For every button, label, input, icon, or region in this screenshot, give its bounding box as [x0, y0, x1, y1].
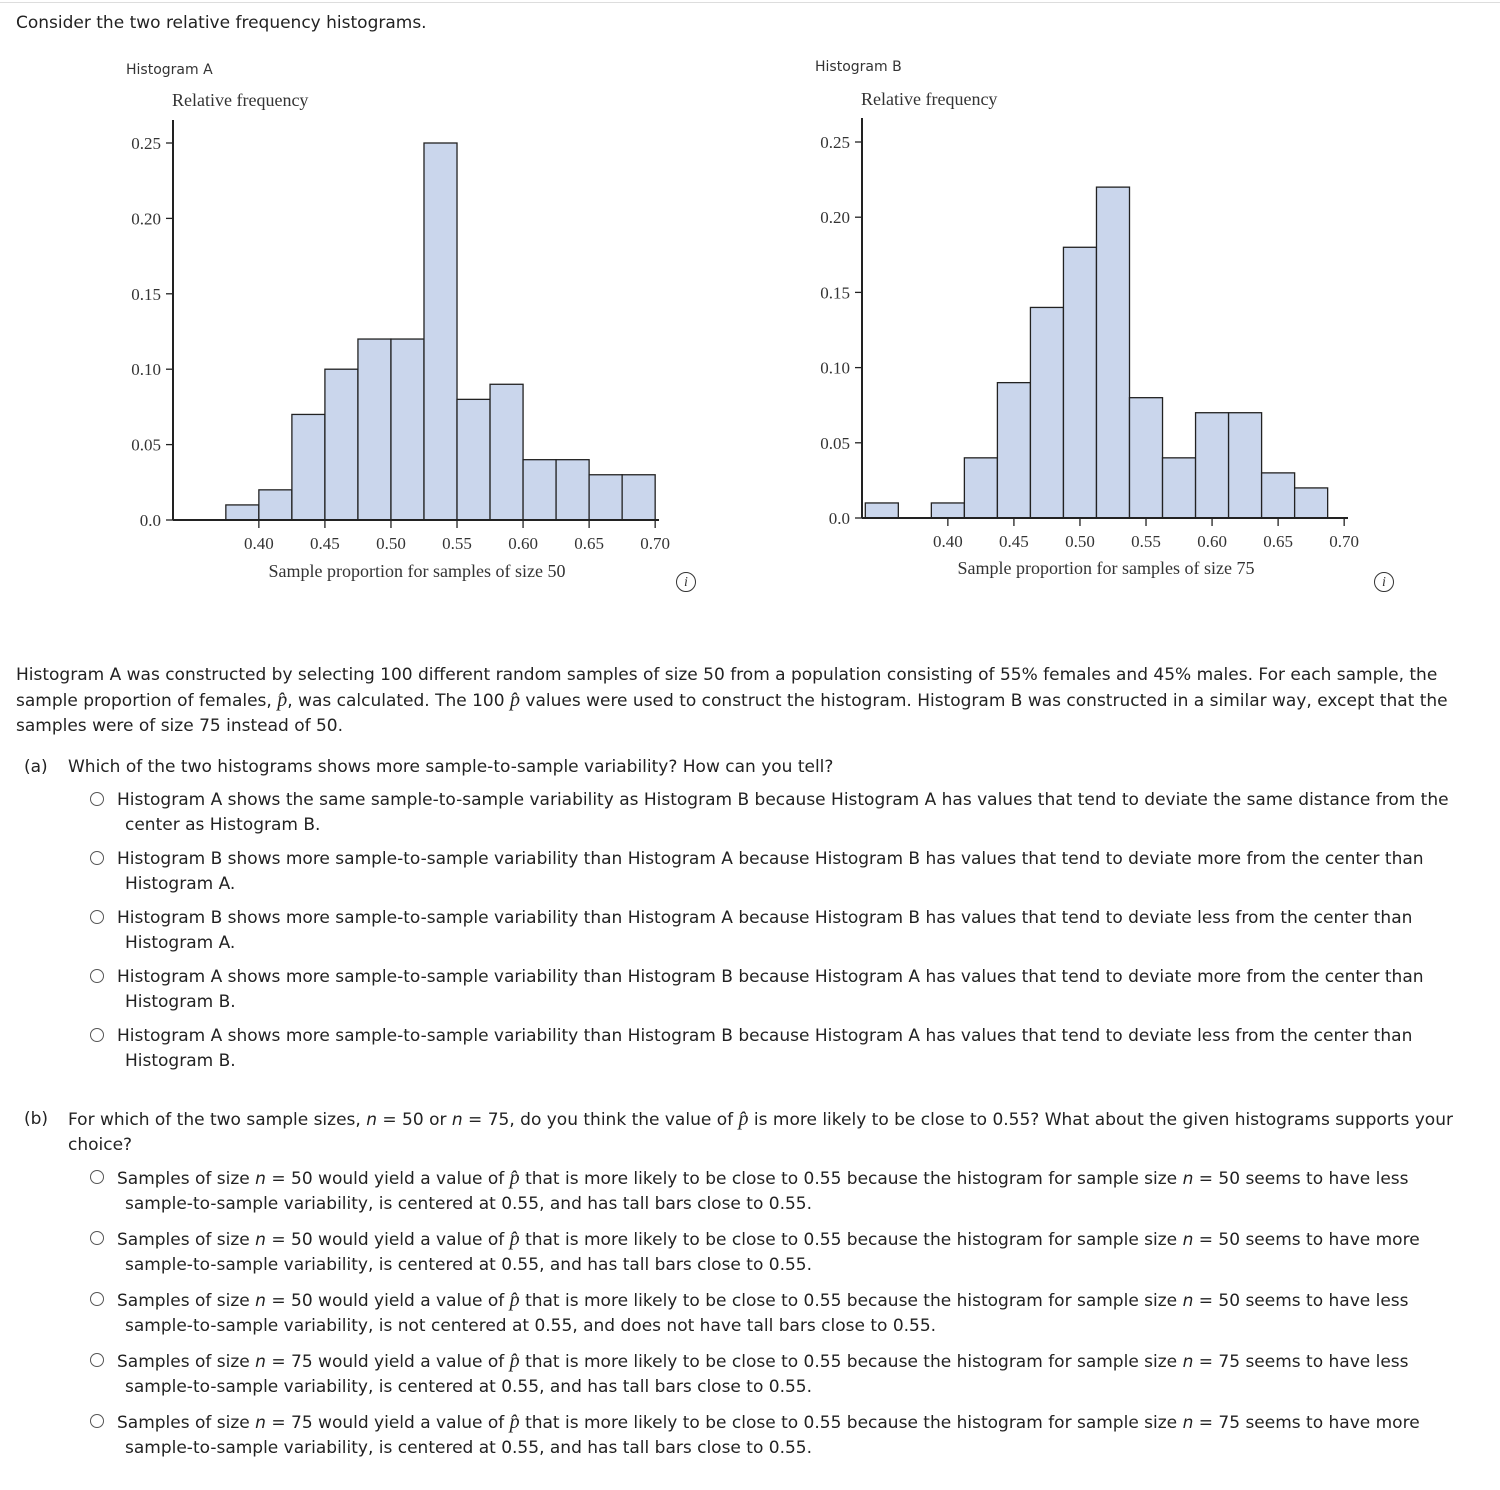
p-hat-symbol: p̂ [277, 689, 288, 711]
part-a-label: (a) [24, 757, 48, 777]
radio-button[interactable] [90, 969, 104, 983]
histogram-a-bar [622, 475, 655, 520]
part-b-option[interactable] [90, 1349, 1485, 1400]
sample-size-value: 50 [291, 1169, 313, 1189]
option-label [117, 1410, 1485, 1461]
histogram-b-y-tick-label: 0.20 [820, 208, 850, 228]
option-text: Samples of size [117, 1230, 256, 1250]
n-variable: n [255, 1291, 266, 1311]
histogram-b-bar [1096, 187, 1129, 518]
histogram-b-bar [865, 503, 898, 518]
p-hat-symbol: p̂ [509, 1289, 520, 1311]
part-a-question-text: Which of the two histograms shows more sample-to-sample variability? How can you tell? [68, 757, 834, 777]
histogram-a-bar [424, 143, 457, 520]
option-text: = [265, 1230, 292, 1250]
histogram-a-x-tick-label: 0.40 [243, 534, 274, 553]
n-variable: n [1182, 1169, 1194, 1189]
histogram-a-x-tick-label: 0.65 [574, 534, 604, 553]
option-label [117, 906, 1485, 956]
histogram-a-bar [556, 460, 589, 520]
n-variable: n [255, 1352, 266, 1372]
n-variable: n [451, 1110, 463, 1130]
option-label [117, 1227, 1485, 1278]
option-text: = [1193, 1291, 1219, 1311]
histogram-b-ylabel: Relative frequency [861, 89, 998, 109]
option-text: Samples of size [117, 1413, 256, 1433]
sample-size-value: 75 [291, 1352, 313, 1372]
n-variable: n [1182, 1352, 1194, 1372]
part-a-option[interactable] [90, 1024, 1485, 1074]
histogram-a-figure [0, 0, 700, 600]
histogram-a-y-tick-label: 0.20 [131, 209, 161, 229]
histogram-b-bar [1229, 413, 1262, 518]
part-b-text-3: = 75, do you think the value of [462, 1110, 739, 1130]
n-variable: n [1182, 1291, 1194, 1311]
part-b-option[interactable] [90, 1288, 1485, 1339]
histogram-b-bar [997, 383, 1030, 518]
p-hat-symbol: p̂ [738, 1108, 749, 1130]
option-line-1: Histogram A shows more sample-to-sample variability than Histogram B because Histogram A has values that tend to deviate less from the center than [117, 1026, 1413, 1046]
part-a-options [90, 788, 1485, 1083]
part-b-option[interactable] [90, 1227, 1485, 1278]
p-hat-symbol: p̂ [509, 1350, 520, 1372]
histogram-b-x-tick-label: 0.65 [1263, 532, 1293, 551]
histogram-a-y-tick-label: 0.25 [131, 134, 161, 153]
option-text: would yield a value of [312, 1230, 510, 1250]
p-hat-symbol: p̂ [509, 1167, 520, 1189]
option-label [117, 965, 1485, 1015]
histogram-a-bar [325, 369, 358, 520]
description-part-2: , was calculated. The 100 [287, 691, 510, 711]
option-text: = [265, 1413, 292, 1433]
histogram-b-x-tick-label: 0.60 [1197, 532, 1227, 551]
option-line-2: sample-to-sample variability, is centered at 0.55, and has tall bars close to 0.55. [125, 1194, 813, 1214]
histogram-a-y-tick-label: 0.15 [131, 284, 161, 304]
description-part-3: values were used to construct the histogram. Histogram B was constructed in a similar way, except that the samples were of size 75 instead of 50. [16, 691, 1448, 736]
radio-button[interactable] [90, 1353, 104, 1367]
n-variable: n [1182, 1413, 1194, 1433]
option-line-2: sample-to-sample variability, is centered at 0.55, and has tall bars close to 0.55. [125, 1438, 813, 1458]
option-line-2: Histogram A. [125, 874, 236, 894]
histogram-a-bar [490, 384, 523, 520]
option-line-1: Histogram B shows more sample-to-sample variability than Histogram A because Histogram B has values that tend to deviate more from the center than [117, 849, 1424, 869]
option-text: would yield a value of [312, 1352, 510, 1372]
part-b-text-4: is more likely to be close to 0.55? What about the given histograms supports your [748, 1110, 1453, 1130]
part-b-text-5: choice? [68, 1135, 133, 1155]
radio-button[interactable] [90, 1292, 104, 1306]
p-hat-symbol: p̂ [509, 1411, 520, 1433]
part-a-option[interactable] [90, 847, 1485, 897]
histogram-a-bar [292, 414, 325, 520]
histogram-a-x-tick-label: 0.70 [640, 534, 671, 553]
problem-description [16, 663, 1491, 739]
part-a-option[interactable] [90, 906, 1485, 956]
intro-text: Consider the two relative frequency histograms. [16, 13, 427, 33]
option-line-2: Histogram B. [125, 1051, 236, 1071]
option-text: that is more likely to be close to 0.55 because the histogram for sample size [519, 1291, 1183, 1311]
histogram-b-figure [689, 0, 1389, 600]
histogram-b-x-tick-label: 0.70 [1329, 532, 1360, 551]
histogram-b-bar [1130, 398, 1163, 518]
option-text: = [1193, 1352, 1219, 1372]
option-text: that is more likely to be close to 0.55 because the histogram for sample size [519, 1169, 1183, 1189]
n-variable: n [366, 1110, 377, 1130]
histogram-a-x-tick-label: 0.50 [376, 534, 406, 553]
histogram-b-bar [1163, 458, 1196, 518]
histogram-a-x-tick-label: 0.45 [310, 534, 340, 553]
p-hat-symbol: p̂ [509, 1228, 520, 1250]
histogram-a-y-tick-label: 0.05 [131, 435, 161, 455]
histogram-b-bar [931, 503, 964, 518]
part-a-question [24, 755, 1500, 780]
option-text: that is more likely to be close to 0.55 because the histogram for sample size [519, 1352, 1183, 1372]
histogram-b-y-tick-label: 0.15 [820, 283, 850, 303]
radio-button[interactable] [90, 792, 104, 806]
part-b-text-2: = 50 or [376, 1110, 452, 1130]
option-text: Samples of size [117, 1352, 256, 1372]
histogram-a-y-tick-label: 0.10 [131, 360, 161, 380]
option-text: = [1193, 1413, 1219, 1433]
part-b-label: (b) [24, 1109, 49, 1129]
histogram-b-y-tick-label: 0.25 [820, 133, 850, 152]
option-label [117, 788, 1485, 838]
histogram-a-chart [0, 0, 700, 600]
part-b-question-text [68, 1107, 1500, 1158]
radio-button[interactable] [90, 910, 104, 924]
option-text: = [1193, 1169, 1219, 1189]
option-text: 50 seems to have more [1218, 1230, 1420, 1250]
part-a-option[interactable] [90, 965, 1485, 1015]
sample-size-value: 50 [291, 1230, 313, 1250]
histogram-a-title: Histogram A [126, 62, 213, 78]
option-line-2: Histogram B. [125, 992, 236, 1012]
histogram-b-x-tick-label: 0.55 [1131, 532, 1161, 551]
sample-size-value: 50 [291, 1291, 313, 1311]
option-text: = [265, 1352, 292, 1372]
histogram-b-x-tick-label: 0.40 [932, 532, 963, 551]
part-b-text-1: For which of the two sample sizes, [68, 1110, 367, 1130]
option-label [117, 847, 1485, 897]
histogram-b-bar [1196, 413, 1229, 518]
histogram-b-info-icon[interactable]: i [1374, 572, 1394, 592]
histogram-b-bar [1030, 307, 1063, 518]
histogram-a-bar [226, 505, 259, 520]
option-label [117, 1288, 1485, 1339]
radio-button[interactable] [90, 1414, 104, 1428]
n-variable: n [255, 1169, 266, 1189]
histogram-a-bar [391, 339, 424, 520]
option-line-1: Histogram B shows more sample-to-sample variability than Histogram A because Histogram B has values that tend to deviate less from the center than [117, 908, 1413, 928]
option-text: would yield a value of [312, 1169, 510, 1189]
histogram-a-bar [523, 460, 556, 520]
n-variable: n [255, 1230, 266, 1250]
n-variable: n [255, 1413, 266, 1433]
option-text: = [1193, 1230, 1219, 1250]
histogram-b-x-tick-label: 0.45 [999, 532, 1029, 551]
option-text: = [265, 1169, 292, 1189]
sample-size-value: 75 [291, 1413, 313, 1433]
option-text: would yield a value of [312, 1413, 510, 1433]
option-label [117, 1349, 1485, 1400]
radio-button[interactable] [90, 1170, 104, 1184]
histogram-a-xlabel: Sample proportion for samples of size 50 [268, 561, 566, 581]
part-b-question [24, 1107, 1500, 1158]
histogram-a-bar [457, 399, 490, 520]
option-line-1: Histogram A shows the same sample-to-sample variability as Histogram B because Histogram A has values that tend to deviate the same distance from the [117, 790, 1449, 810]
histogram-a-bar [589, 475, 622, 520]
histogram-a-y-tick-label: 0.0 [139, 511, 161, 530]
option-line-2: sample-to-sample variability, is not centered at 0.55, and does not have tall bars close to 0.55. [125, 1316, 937, 1336]
part-b-options [90, 1166, 1485, 1471]
option-line-2: sample-to-sample variability, is centered at 0.55, and has tall bars close to 0.55. [125, 1377, 813, 1397]
option-text: that is more likely to be close to 0.55 because the histogram for sample size [519, 1413, 1183, 1433]
histogram-a-x-tick-label: 0.60 [508, 534, 538, 553]
option-text: Samples of size [117, 1169, 256, 1189]
part-a-option[interactable] [90, 788, 1485, 838]
option-text: Samples of size [117, 1291, 256, 1311]
option-text: would yield a value of [312, 1291, 510, 1311]
part-b-option[interactable] [90, 1166, 1485, 1217]
option-label [117, 1166, 1485, 1217]
option-line-2: center as Histogram B. [125, 815, 321, 835]
radio-button[interactable] [90, 1231, 104, 1245]
radio-button[interactable] [90, 1028, 104, 1042]
histogram-b-bar [964, 458, 997, 518]
histogram-a-ylabel: Relative frequency [172, 90, 309, 110]
histogram-a-bar [358, 339, 391, 520]
option-line-2: sample-to-sample variability, is centered at 0.55, and has tall bars close to 0.55. [125, 1255, 813, 1275]
p-hat-symbol: p̂ [509, 689, 520, 711]
histogram-b-bar [1063, 247, 1096, 518]
histogram-a-x-tick-label: 0.55 [442, 534, 472, 553]
histogram-b-x-tick-label: 0.50 [1065, 532, 1095, 551]
option-text: 50 seems to have less [1218, 1169, 1409, 1189]
histogram-b-y-tick-label: 0.10 [820, 358, 850, 378]
histogram-b-bar [1295, 488, 1328, 518]
option-text: = [265, 1291, 292, 1311]
option-text: 75 seems to have less [1218, 1352, 1409, 1372]
option-text: that is more likely to be close to 0.55 because the histogram for sample size [519, 1230, 1183, 1250]
part-b-option[interactable] [90, 1410, 1485, 1461]
option-line-2: Histogram A. [125, 933, 236, 953]
option-text: 50 seems to have less [1218, 1291, 1409, 1311]
histogram-b-bar [1262, 473, 1295, 518]
option-line-1: Histogram A shows more sample-to-sample variability than Histogram B because Histogram A has values that tend to deviate more from the center than [117, 967, 1424, 987]
histogram-a-info-icon[interactable]: i [676, 572, 696, 592]
description-part-1: Histogram A was constructed by selecting 100 different random samples of size 50 from a population consisting of 55% females and 45% males. For each sample, the sample proportion of females, [16, 665, 1438, 711]
histogram-b-chart [689, 0, 1389, 600]
histogram-b-xlabel: Sample proportion for samples of size 75 [957, 558, 1255, 578]
histogram-a-bar [259, 490, 292, 520]
histogram-b-y-tick-label: 0.0 [828, 509, 850, 528]
option-text: 75 seems to have more [1218, 1413, 1420, 1433]
radio-button[interactable] [90, 851, 104, 865]
n-variable: n [1182, 1230, 1194, 1250]
histogram-b-y-tick-label: 0.05 [820, 433, 850, 453]
option-label [117, 1024, 1485, 1074]
histogram-b-title: Histogram B [815, 59, 902, 75]
